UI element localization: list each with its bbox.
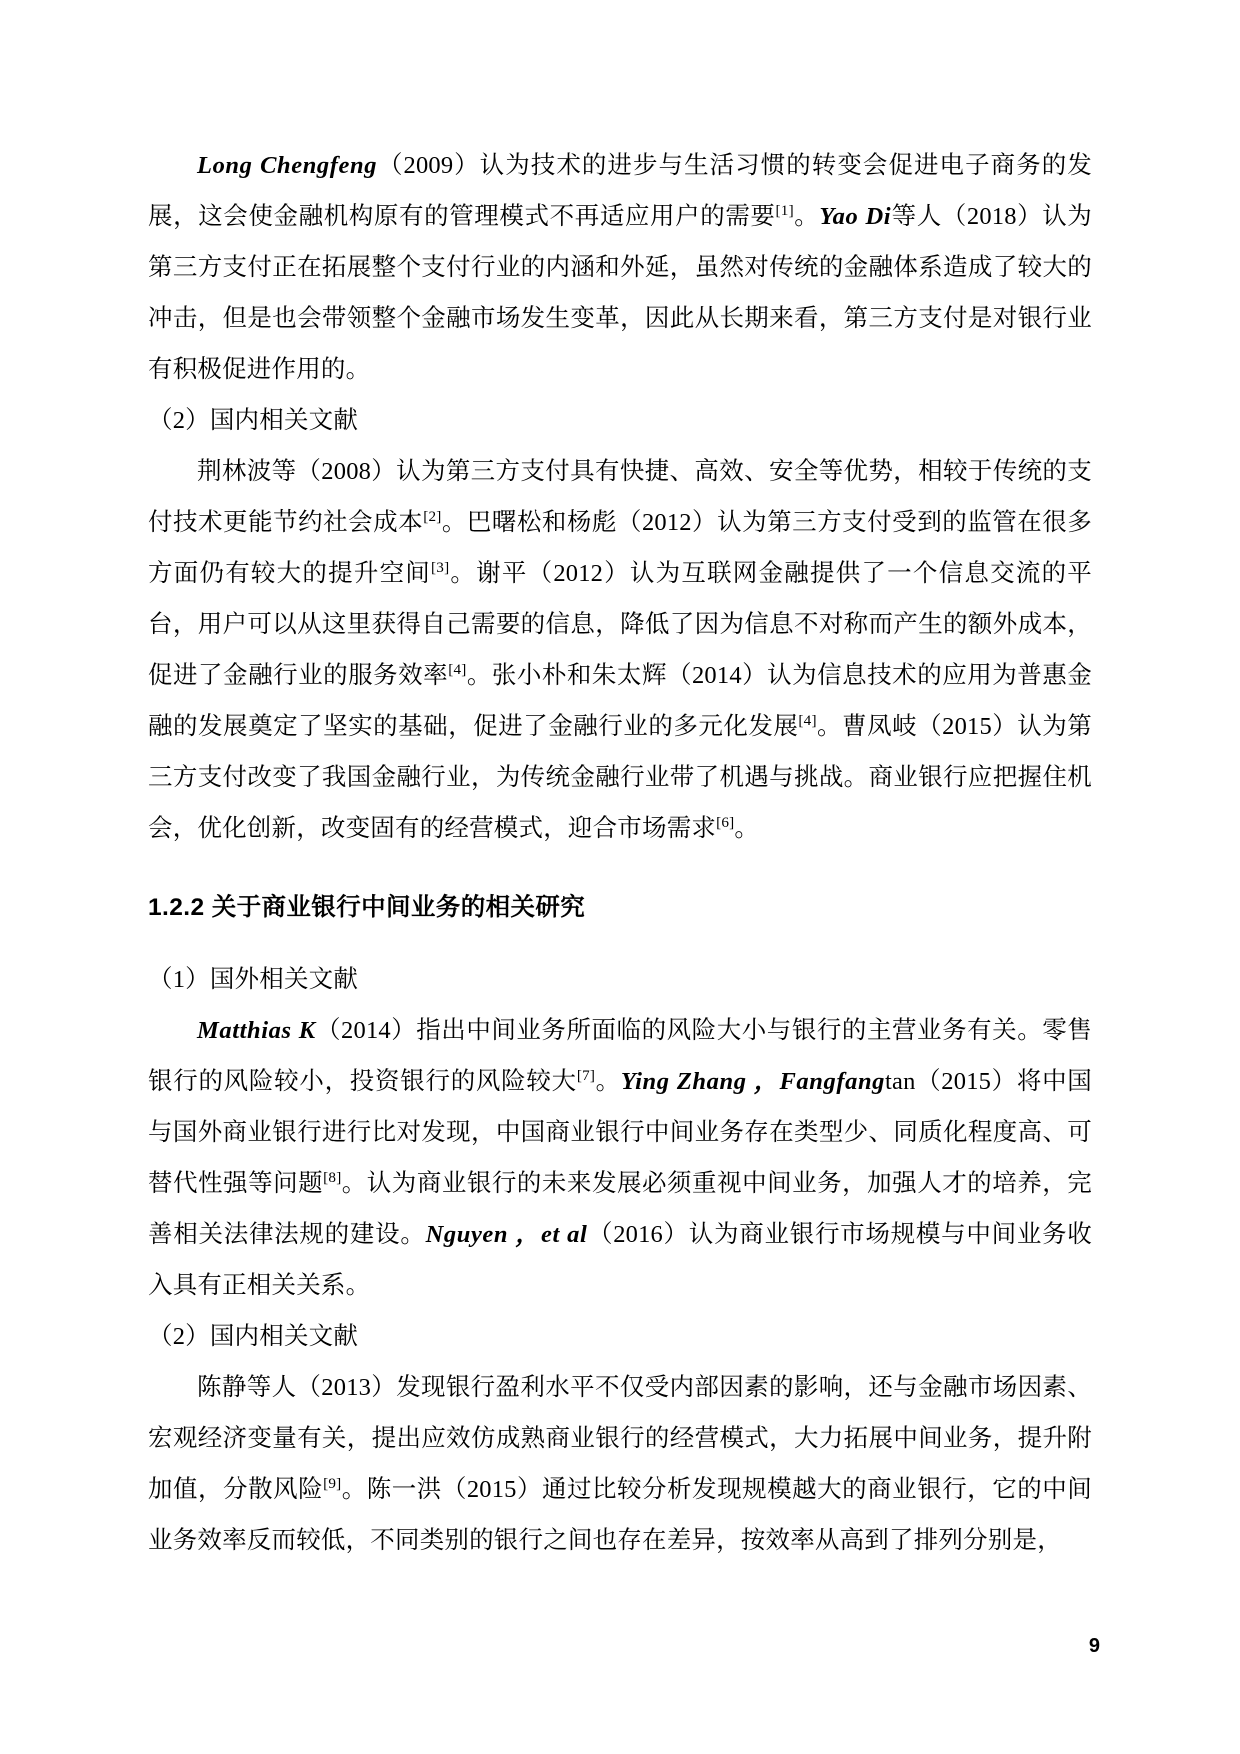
subheading-domestic-literature-1: （2）国内相关文献	[148, 407, 359, 434]
subheading-foreign-literature-2: （1）国外相关文献	[148, 966, 359, 993]
paragraph-3-text-b: 。巴曙松和杨彪（2012）认为第三方支付受到的监管在很多方面仍有较大的提升空间	[148, 509, 1092, 587]
citation-author-matthias-k: Matthias K	[197, 1017, 316, 1044]
reference-marker-7: [7]	[576, 1066, 596, 1084]
reference-marker-9: [9]	[323, 1474, 342, 1492]
paragraph-5-text-c: tan（2015）将中国与国外商业银行进行比对发现，中国商业银行中间业务存在类型少、同质化程度高、可替代性强等问题	[148, 1068, 1093, 1197]
paragraph-3-text-e: 。曹凤岐（2015）认为第三方支付改变了我国金融行业，为传统金融行业带了机遇与挑战。商业银行应把握住机会，优化创新，改变固有的经营模式，迎合市场需求	[148, 713, 1092, 842]
subheading-domestic-literature-2: （2）国内相关文献	[148, 1323, 359, 1350]
page-content	[148, 140, 1092, 1566]
section-heading-1-2-2: 1.2.2 关于商业银行中间业务的相关研究	[148, 894, 586, 921]
citation-author-nguyen: Nguyen ，et al	[425, 1221, 588, 1248]
paragraph-5-text-a: （2014）指出中间业务所面临的风险大小与银行的主营业务有关。零售银行的风险较小，投资银行的风险较大	[148, 1017, 1092, 1095]
paragraph-3-text-d: 。张小朴和朱太辉（2014）认为信息技术的应用为普惠金融的发展奠定了坚实的基础，促进了金融行业的多元化发展	[148, 662, 1092, 740]
paragraph-foreign-literature-2	[148, 1005, 1092, 1311]
reference-marker-4: [4]	[448, 660, 467, 678]
paragraph-5-text-d: 。认为商业银行的未来发展必须重视中间业务，加强人才的培养，完善相关法律法规的建设。	[148, 1170, 1093, 1248]
paragraph-7-text-b: 。陈一洪（2015）通过比较分析发现规模越大的商业银行，它的中间业务效率反而较低，不同类别的银行之间也存在差异，按效率从高到了排列分别是，	[148, 1476, 1092, 1554]
paragraph-3-text-a: 荆林波等（2008）认为第三方支付具有快捷、高效、安全等优势，相较于传统的支付技术更能节约社会成本	[148, 458, 1092, 536]
paragraph-foreign-literature-1	[148, 140, 1092, 395]
paragraph-domestic-literature-1	[148, 446, 1092, 854]
paragraph-1-text-b: 。	[793, 203, 820, 230]
citation-author-ying-zhang: Ying Zhang ，Fangfang	[620, 1068, 886, 1095]
citation-author-yao-di: Yao Di	[819, 203, 892, 230]
reference-marker-3: [3]	[431, 558, 450, 576]
reference-marker-5: [4]	[798, 711, 817, 729]
paragraph-1-text-a: （2009）认为技术的进步与生活习惯的转变会促进电子商务的发展，这会使金融机构原有的管理模式不再适应用户的需要	[148, 152, 1092, 230]
paragraph-5-text-b: 。	[595, 1068, 621, 1095]
reference-marker-1: [1]	[775, 201, 794, 219]
reference-marker-6: [6]	[716, 813, 735, 831]
reference-marker-2: [2]	[423, 507, 442, 525]
citation-author-long-chengfeng: Long Chengfeng	[197, 152, 378, 179]
paragraph-3-text-f: 。	[734, 815, 760, 842]
page-number: 9	[1088, 1635, 1100, 1657]
paragraph-3-text-c: 。谢平（2012）认为互联网金融提供了一个信息交流的平台，用户可以从这里获得自己需要的信息，降低了因为信息不对称而产生的额外成本，促进了金融行业的服务效率	[148, 560, 1092, 689]
paragraph-domestic-literature-2	[148, 1362, 1092, 1566]
paragraph-7-text-a: 陈静等人（2013）发现银行盈利水平不仅受内部因素的影响，还与金融市场因素、宏观经济变量有关，提出应效仿成熟商业银行的经营模式，大力拓展中间业务，提升附加值，分散风险	[148, 1374, 1092, 1503]
paragraph-1-text-c: 等人（2018）认为第三方支付正在拓展整个支付行业的内涵和外延，虽然对传统的金融体系造成了较大的冲击，但是也会带领整个金融市场发生变革，因此从长期来看，第三方支付是对银行业有积极促进作用的。	[148, 203, 1093, 383]
paragraph-5-text-e: （2016）认为商业银行市场规模与中间业务收入具有正相关关系。	[148, 1221, 1093, 1299]
reference-marker-8: [8]	[323, 1168, 342, 1186]
